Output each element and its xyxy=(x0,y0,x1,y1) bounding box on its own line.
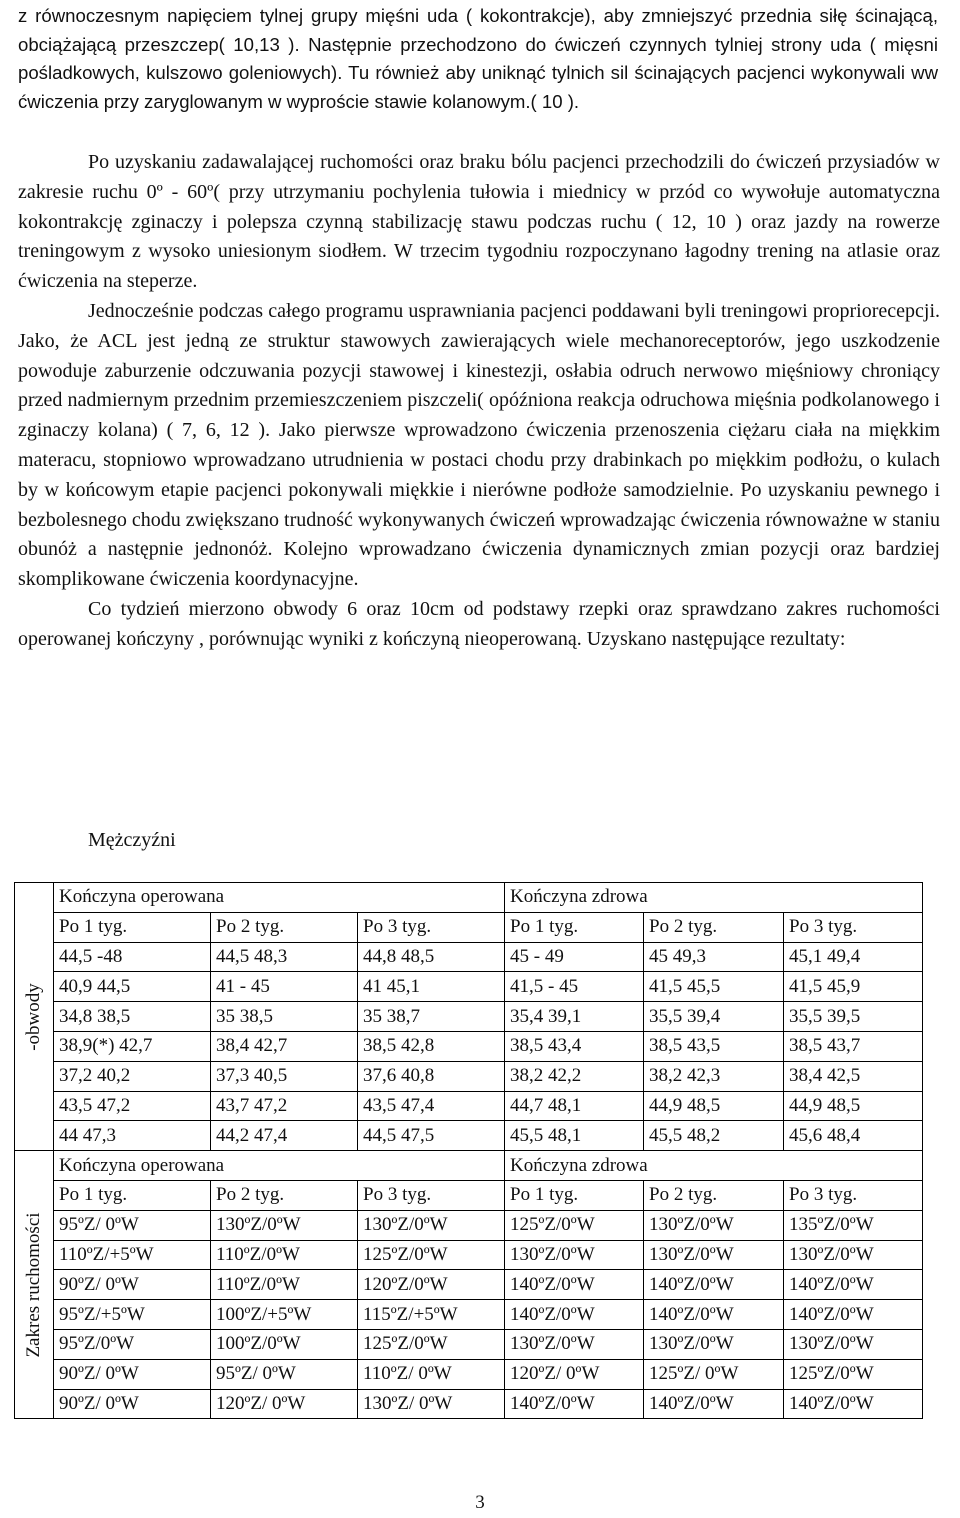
results-table-body xyxy=(15,883,923,1419)
table-row xyxy=(15,1270,923,1300)
table-cell: 125ºZ/0ºW xyxy=(358,1240,505,1270)
table-cell: 38,2 42,3 xyxy=(644,1061,784,1091)
table-cell: 35,4 39,1 xyxy=(505,1002,644,1032)
table-cell: 120ºZ/ 0ºW xyxy=(211,1389,358,1419)
table-cell: 140ºZ/0ºW xyxy=(784,1300,923,1330)
table-row xyxy=(15,1210,923,1240)
table-cell: 125ºZ/0ºW xyxy=(784,1359,923,1389)
table-cell: 95ºZ/ 0ºW xyxy=(54,1210,211,1240)
table-cell: 38,9(*) 42,7 xyxy=(54,1031,211,1061)
table-cell: 44,2 47,4 xyxy=(211,1121,358,1151)
table-cell: 130ºZ/0ºW xyxy=(505,1240,644,1270)
table-cell: 125ºZ/ 0ºW xyxy=(644,1359,784,1389)
week-header-cell: Po 2 tyg. xyxy=(644,1180,784,1210)
table-cell: 43,5 47,2 xyxy=(54,1091,211,1121)
table-cell: 38,5 43,4 xyxy=(505,1031,644,1061)
week-header-cell: Po 1 tyg. xyxy=(54,1180,211,1210)
table-row xyxy=(15,1359,923,1389)
table-cell: 115ºZ/+5ºW xyxy=(358,1300,505,1330)
page-number: 3 xyxy=(475,1492,485,1513)
table-row xyxy=(15,1240,923,1270)
table-cell: 45,5 48,2 xyxy=(644,1121,784,1151)
paragraph-proprioception: Jednocześnie podczas całego programu usprawniania pacjenci poddawani byli treningowi propriorecepcji. Jako, że ACL jest jedną ze struktur stawowych zawierających wiele mechanoreceptorów, jego uszkodzenie powoduje zaburzenie odczuwania pozycji stawowej i kinestezji, osłabia odruch nerwowo mięśniowy chroniący przed nadmiernym przednim przemieszczeniem piszczeli( opóźniona reakcja odruchowa mięśnia podkolanowego i zginaczy kolana) ( 7, 6, 12 ). Jako pierwsze wprowadzono ćwiczenia przenoszenia ciężaru ciała na miękkim materacu, stopniowo wprowadzano utrudnienia w postaci chodu przy drabinkach po miękkim podłożu, o kulach by w końcowym etapie pacjenci pokonywali miękkie i nierówne podłoże samodzielnie. Po uzyskaniu pewnego i bezbolesnego chodu zwiększano trudność wykonywanych ćwiczeń wprowadzając ćwiczenia równoważne w staniu obunóż a następnie jednonóż. Kolejno wprowadzano ćwiczenia dynamicznych zmian pozycji oraz bardziej skomplikowane ćwiczenia koordynacyjne. xyxy=(18,299,940,591)
table-cell: 37,3 40,5 xyxy=(211,1061,358,1091)
table-cell: 41,5 45,5 xyxy=(644,972,784,1002)
circumference-section-label: -obwody xyxy=(23,982,44,1051)
paragraph-measurements-text: Co tydzień mierzono obwody 6 oraz 10cm od podstawy rzepki oraz sprawdzano zakres ruchomości operowanej kończyny , porównując wyniki z kończyną nieoperowaną. xyxy=(18,597,940,650)
table-title: Mężczyźni xyxy=(88,829,176,851)
table-cell: 90ºZ/ 0ºW xyxy=(54,1359,211,1389)
table-row xyxy=(15,1389,923,1419)
week-header-cell: Po 2 tyg. xyxy=(211,1180,358,1210)
table-cell: 45,6 48,4 xyxy=(784,1121,923,1151)
table-cell: 38,4 42,7 xyxy=(211,1031,358,1061)
week-header-cell: Po 3 tyg. xyxy=(358,912,505,942)
table-cell: 140ºZ/0ºW xyxy=(784,1389,923,1419)
table-cell: 140ºZ/0ºW xyxy=(784,1270,923,1300)
table-cell: 41 - 45 xyxy=(211,972,358,1002)
table-cell: 125ºZ/0ºW xyxy=(505,1210,644,1240)
table-cell: 38,5 42,8 xyxy=(358,1031,505,1061)
table-cell: 44,5 47,5 xyxy=(358,1121,505,1151)
table-cell: 45,1 49,4 xyxy=(784,942,923,972)
table-row xyxy=(15,1061,923,1091)
table-row xyxy=(15,1091,923,1121)
table-cell: 38,5 43,7 xyxy=(784,1031,923,1061)
body-text xyxy=(18,148,940,655)
table-row xyxy=(15,1329,923,1359)
table-cell: 130ºZ/0ºW xyxy=(644,1329,784,1359)
results-table-wrapper xyxy=(14,882,922,1419)
week-header-cell: Po 3 tyg. xyxy=(784,1180,923,1210)
table-cell: 38,5 43,5 xyxy=(644,1031,784,1061)
table-cell: 37,6 40,8 xyxy=(358,1061,505,1091)
operated-limb-header: Kończyna operowana xyxy=(54,883,505,913)
table-cell: 90ºZ/ 0ºW xyxy=(54,1389,211,1419)
range-of-motion-section-label-cell xyxy=(15,1151,54,1419)
table-cell: 110ºZ/0ºW xyxy=(211,1240,358,1270)
table-cell: 35,5 39,4 xyxy=(644,1002,784,1032)
week-header-cell: Po 1 tyg. xyxy=(505,1180,644,1210)
healthy-limb-header: Kończyna zdrowa xyxy=(505,883,923,913)
table-cell: 40,9 44,5 xyxy=(54,972,211,1002)
table-cell: 110ºZ/+5ºW xyxy=(54,1240,211,1270)
table-cell: 44 47,3 xyxy=(54,1121,211,1151)
table-cell: 35 38,5 xyxy=(211,1002,358,1032)
table-cell: 140ºZ/0ºW xyxy=(505,1270,644,1300)
paragraph-results-intro: Uzyskano następujące rezultaty: xyxy=(586,627,846,650)
table-cell: 45 49,3 xyxy=(644,942,784,972)
table-cell: 120ºZ/0ºW xyxy=(358,1270,505,1300)
table-row xyxy=(15,1031,923,1061)
table-row xyxy=(15,1002,923,1032)
table-cell: 41,5 45,9 xyxy=(784,972,923,1002)
table-cell: 130ºZ/0ºW xyxy=(644,1240,784,1270)
week-header-row xyxy=(15,912,923,942)
table-cell: 44,7 48,1 xyxy=(505,1091,644,1121)
table-cell: 43,7 47,2 xyxy=(211,1091,358,1121)
table-cell: 38,2 42,2 xyxy=(505,1061,644,1091)
week-header-cell: Po 3 tyg. xyxy=(784,912,923,942)
table-cell: 34,8 38,5 xyxy=(54,1002,211,1032)
table-row xyxy=(15,1300,923,1330)
week-header-cell: Po 3 tyg. xyxy=(358,1180,505,1210)
table-cell: 130ºZ/0ºW xyxy=(784,1240,923,1270)
week-header-cell: Po 1 tyg. xyxy=(54,912,211,942)
table-row xyxy=(15,1121,923,1151)
table-cell: 140ºZ/0ºW xyxy=(505,1389,644,1419)
group-header-row xyxy=(15,1151,923,1181)
operated-limb-header: Kończyna operowana xyxy=(54,1151,505,1181)
table-cell: 120ºZ/ 0ºW xyxy=(505,1359,644,1389)
table-cell: 110ºZ/ 0ºW xyxy=(358,1359,505,1389)
table-cell: 95ºZ/+5ºW xyxy=(54,1300,211,1330)
table-row xyxy=(15,972,923,1002)
week-header-cell: Po 2 tyg. xyxy=(211,912,358,942)
table-cell: 44,5 -48 xyxy=(54,942,211,972)
table-cell: 35,5 39,5 xyxy=(784,1002,923,1032)
table-cell: 130ºZ/0ºW xyxy=(211,1210,358,1240)
table-cell: 130ºZ/0ºW xyxy=(644,1210,784,1240)
table-cell: 130ºZ/ 0ºW xyxy=(358,1389,505,1419)
table-cell: 135ºZ/0ºW xyxy=(784,1210,923,1240)
table-cell: 44,8 48,5 xyxy=(358,942,505,972)
healthy-limb-header: Kończyna zdrowa xyxy=(505,1151,923,1181)
week-header-cell: Po 1 tyg. xyxy=(505,912,644,942)
table-cell: 45,5 48,1 xyxy=(505,1121,644,1151)
table-cell: 44,5 48,3 xyxy=(211,942,358,972)
table-cell: 95ºZ/ 0ºW xyxy=(211,1359,358,1389)
table-cell: 140ºZ/0ºW xyxy=(505,1300,644,1330)
range-of-motion-section-label: Zakres ruchomości xyxy=(23,1212,44,1358)
results-table xyxy=(14,882,923,1419)
table-cell: 43,5 47,4 xyxy=(358,1091,505,1121)
table-cell: 38,4 42,5 xyxy=(784,1061,923,1091)
paragraph-squats: Po uzyskaniu zadawalającej ruchomości oraz braku bólu pacjenci przechodzili do ćwiczeń przysiadów w zakresie ruchu 0º - 60º( przy utrzymaniu pochylenia tułowia i miednicy w przód co wywołuje automatyczna kokontrakcję zginaczy i polepsza czynną stabilizację stawu podczas ruchu ( 12, 10 ) oraz jazdy na rowerze treningowym z wysoko uniesionym siodłem. W trzecim tygodniu rozpoczynano łagodny trening na atlasie oraz ćwiczenia na steperze. xyxy=(18,151,940,293)
table-cell: 100ºZ/0ºW xyxy=(211,1329,358,1359)
table-cell: 44,9 48,5 xyxy=(644,1091,784,1121)
continuation-paragraph: z równoczesnym napięciem tylnej grupy mięśni uda ( kokontrakcje), aby zmniejszyć przednia siłę ścinającą, obciążającą przeszczep( 10,13 ). Następnie przechodzono do ćwiczeń czynnych tylniej strony uda ( mięsni pośladkowych, kulszowo goleniowych). Tu również aby uniknąć tylnich sil ścinających pacjenci wykonywali ww ćwiczenia przy zaryglowanym w wyproście stawie kolanowym.( 10 ). xyxy=(18,5,938,112)
table-cell: 45 - 49 xyxy=(505,942,644,972)
table-cell: 35 38,7 xyxy=(358,1002,505,1032)
table-cell: 100ºZ/+5ºW xyxy=(211,1300,358,1330)
table-cell: 41,5 - 45 xyxy=(505,972,644,1002)
table-cell: 130ºZ/0ºW xyxy=(358,1210,505,1240)
table-cell: 140ºZ/0ºW xyxy=(644,1389,784,1419)
paragraph-measurements xyxy=(18,595,940,655)
table-cell: 37,2 40,2 xyxy=(54,1061,211,1091)
table-cell: 140ºZ/0ºW xyxy=(644,1270,784,1300)
table-row xyxy=(15,942,923,972)
table-cell: 125ºZ/0ºW xyxy=(358,1329,505,1359)
week-header-row xyxy=(15,1180,923,1210)
table-cell: 140ºZ/0ºW xyxy=(644,1300,784,1330)
table-cell: 44,9 48,5 xyxy=(784,1091,923,1121)
table-cell: 110ºZ/0ºW xyxy=(211,1270,358,1300)
table-cell: 95ºZ/0ºW xyxy=(54,1329,211,1359)
table-cell: 130ºZ/0ºW xyxy=(505,1329,644,1359)
table-cell: 41 45,1 xyxy=(358,972,505,1002)
table-cell: 90ºZ/ 0ºW xyxy=(54,1270,211,1300)
table-cell: 130ºZ/0ºW xyxy=(784,1329,923,1359)
circumference-section-label-cell xyxy=(15,883,54,1151)
group-header-row xyxy=(15,883,923,913)
week-header-cell: Po 2 tyg. xyxy=(644,912,784,942)
